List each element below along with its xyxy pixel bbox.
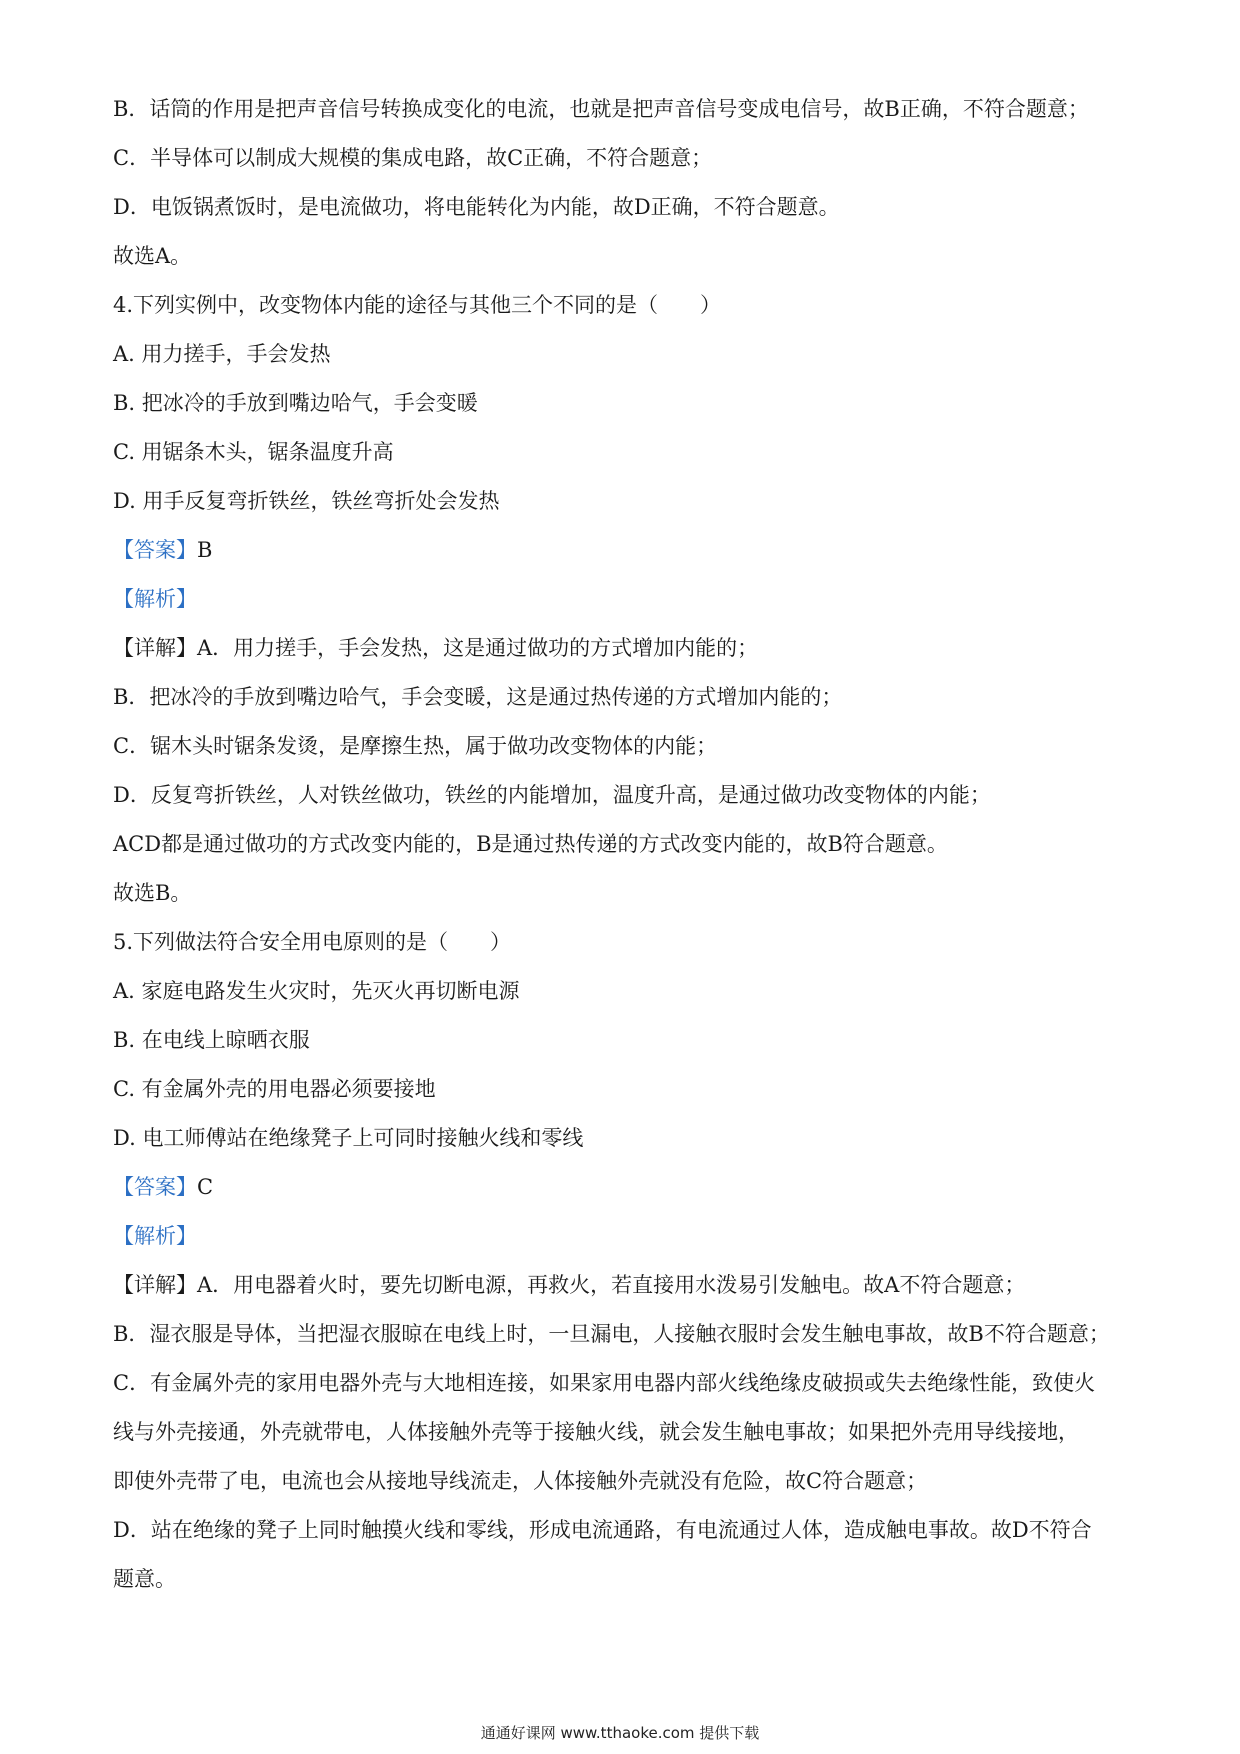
q5-detail-c-3: 即使外壳带了电，电流也会从接地导线流走，人体接触外壳就没有危险，故C符合题意； xyxy=(113,1469,928,1493)
q4-detail-a: 【详解】A．用力搓手，手会发热，这是通过做功的方式增加内能的； xyxy=(113,636,759,660)
q5-stem: 5.下列做法符合安全用电原则的是（ ） xyxy=(113,930,512,954)
q4-summary: ACD都是通过做功的方式改变内能的，B是通过热传递的方式改变内能的，故B符合题意。 xyxy=(113,832,948,856)
document-body xyxy=(113,94,1133,1613)
q4-stem: 4.下列实例中，改变物体内能的途径与其他三个不同的是（ ） xyxy=(113,293,722,317)
detail-tag: 【详解】 xyxy=(113,1273,197,1297)
answer-tag: 【答案】 xyxy=(113,538,197,562)
q5-option-b: B. 在电线上晾晒衣服 xyxy=(113,1028,310,1052)
q4-answer: 【答案】B xyxy=(113,538,213,562)
q5-detail-a: 【详解】A．用电器着火时，要先切断电源，再救火，若直接用水泼易引发触电。故A不符合题意； xyxy=(113,1273,1026,1297)
q4-option-b: B. 把冰冷的手放到嘴边哈气，手会变暖 xyxy=(113,391,478,415)
q5-detail-c-1: C．有金属外壳的家用电器外壳与大地相连接，如果家用电器内部火线绝缘皮破损或失去绝缘性能，致使火 xyxy=(113,1371,1096,1395)
q5-analysis xyxy=(113,1221,1133,1251)
q4-detail-c: C．锯木头时锯条发烫，是摩擦生热，属于做功改变物体的内能； xyxy=(113,734,718,758)
detail-tag: 【详解】 xyxy=(113,636,197,660)
q5-answer: 【答案】C xyxy=(113,1175,214,1199)
q3-explain-b: B．话筒的作用是把声音信号转换成变化的电流，也就是把声音信号变成电信号，故B正确，不符合题意； xyxy=(113,97,1089,121)
q5-option-a: A. 家庭电路发生火灾时，先灭火再切断电源 xyxy=(113,979,520,1003)
q3-explain-c: C．半导体可以制成大规模的集成电路，故C正确，不符合题意； xyxy=(113,146,713,170)
q5-detail-c-2: 线与外壳接通，外壳就带电，人体接触外壳等于接触火线，就会发生触电事故；如果把外壳用导线接地， xyxy=(113,1420,1079,1444)
analysis-tag: 【解析】 xyxy=(113,587,197,611)
q3-explain-d: D．电饭锅煮饭时，是电流做功，将电能转化为内能，故D正确，不符合题意。 xyxy=(113,195,840,219)
q5-detail-d-2: 题意。 xyxy=(113,1567,176,1591)
q4-option-d: D. 用手反复弯折铁丝，铁丝弯折处会发热 xyxy=(113,489,500,513)
q4-detail-b: B．把冰冷的手放到嘴边哈气，手会变暖，这是通过热传递的方式增加内能的； xyxy=(113,685,843,709)
q4-conclusion: 故选B。 xyxy=(113,881,192,905)
q4-detail-d: D．反复弯折铁丝，人对铁丝做功，铁丝的内能增加，温度升高，是通过做功改变物体的内能； xyxy=(113,783,991,807)
q5-detail-d-1: D．站在绝缘的凳子上同时触摸火线和零线，形成电流通路，有电流通过人体，造成触电事故。故D不符合 xyxy=(113,1518,1092,1542)
q4-analysis xyxy=(113,584,1133,614)
page-footer: 通通好课网 www.tthaoke.com 提供下载 xyxy=(480,1724,760,1742)
analysis-tag: 【解析】 xyxy=(113,1224,197,1248)
q5-option-d: D. 电工师傅站在绝缘凳子上可同时接触火线和零线 xyxy=(113,1126,584,1150)
q3-conclusion: 故选A。 xyxy=(113,244,192,268)
answer-tag: 【答案】 xyxy=(113,1175,197,1199)
q5-option-c: C. 有金属外壳的用电器必须要接地 xyxy=(113,1077,436,1101)
q4-option-a: A. 用力搓手，手会发热 xyxy=(113,342,331,366)
q5-detail-b: B．湿衣服是导体，当把湿衣服晾在电线上时，一旦漏电，人接触衣服时会发生触电事故，故B不符合题意； xyxy=(113,1322,1110,1346)
q4-option-c: C. 用锯条木头，锯条温度升高 xyxy=(113,440,394,464)
